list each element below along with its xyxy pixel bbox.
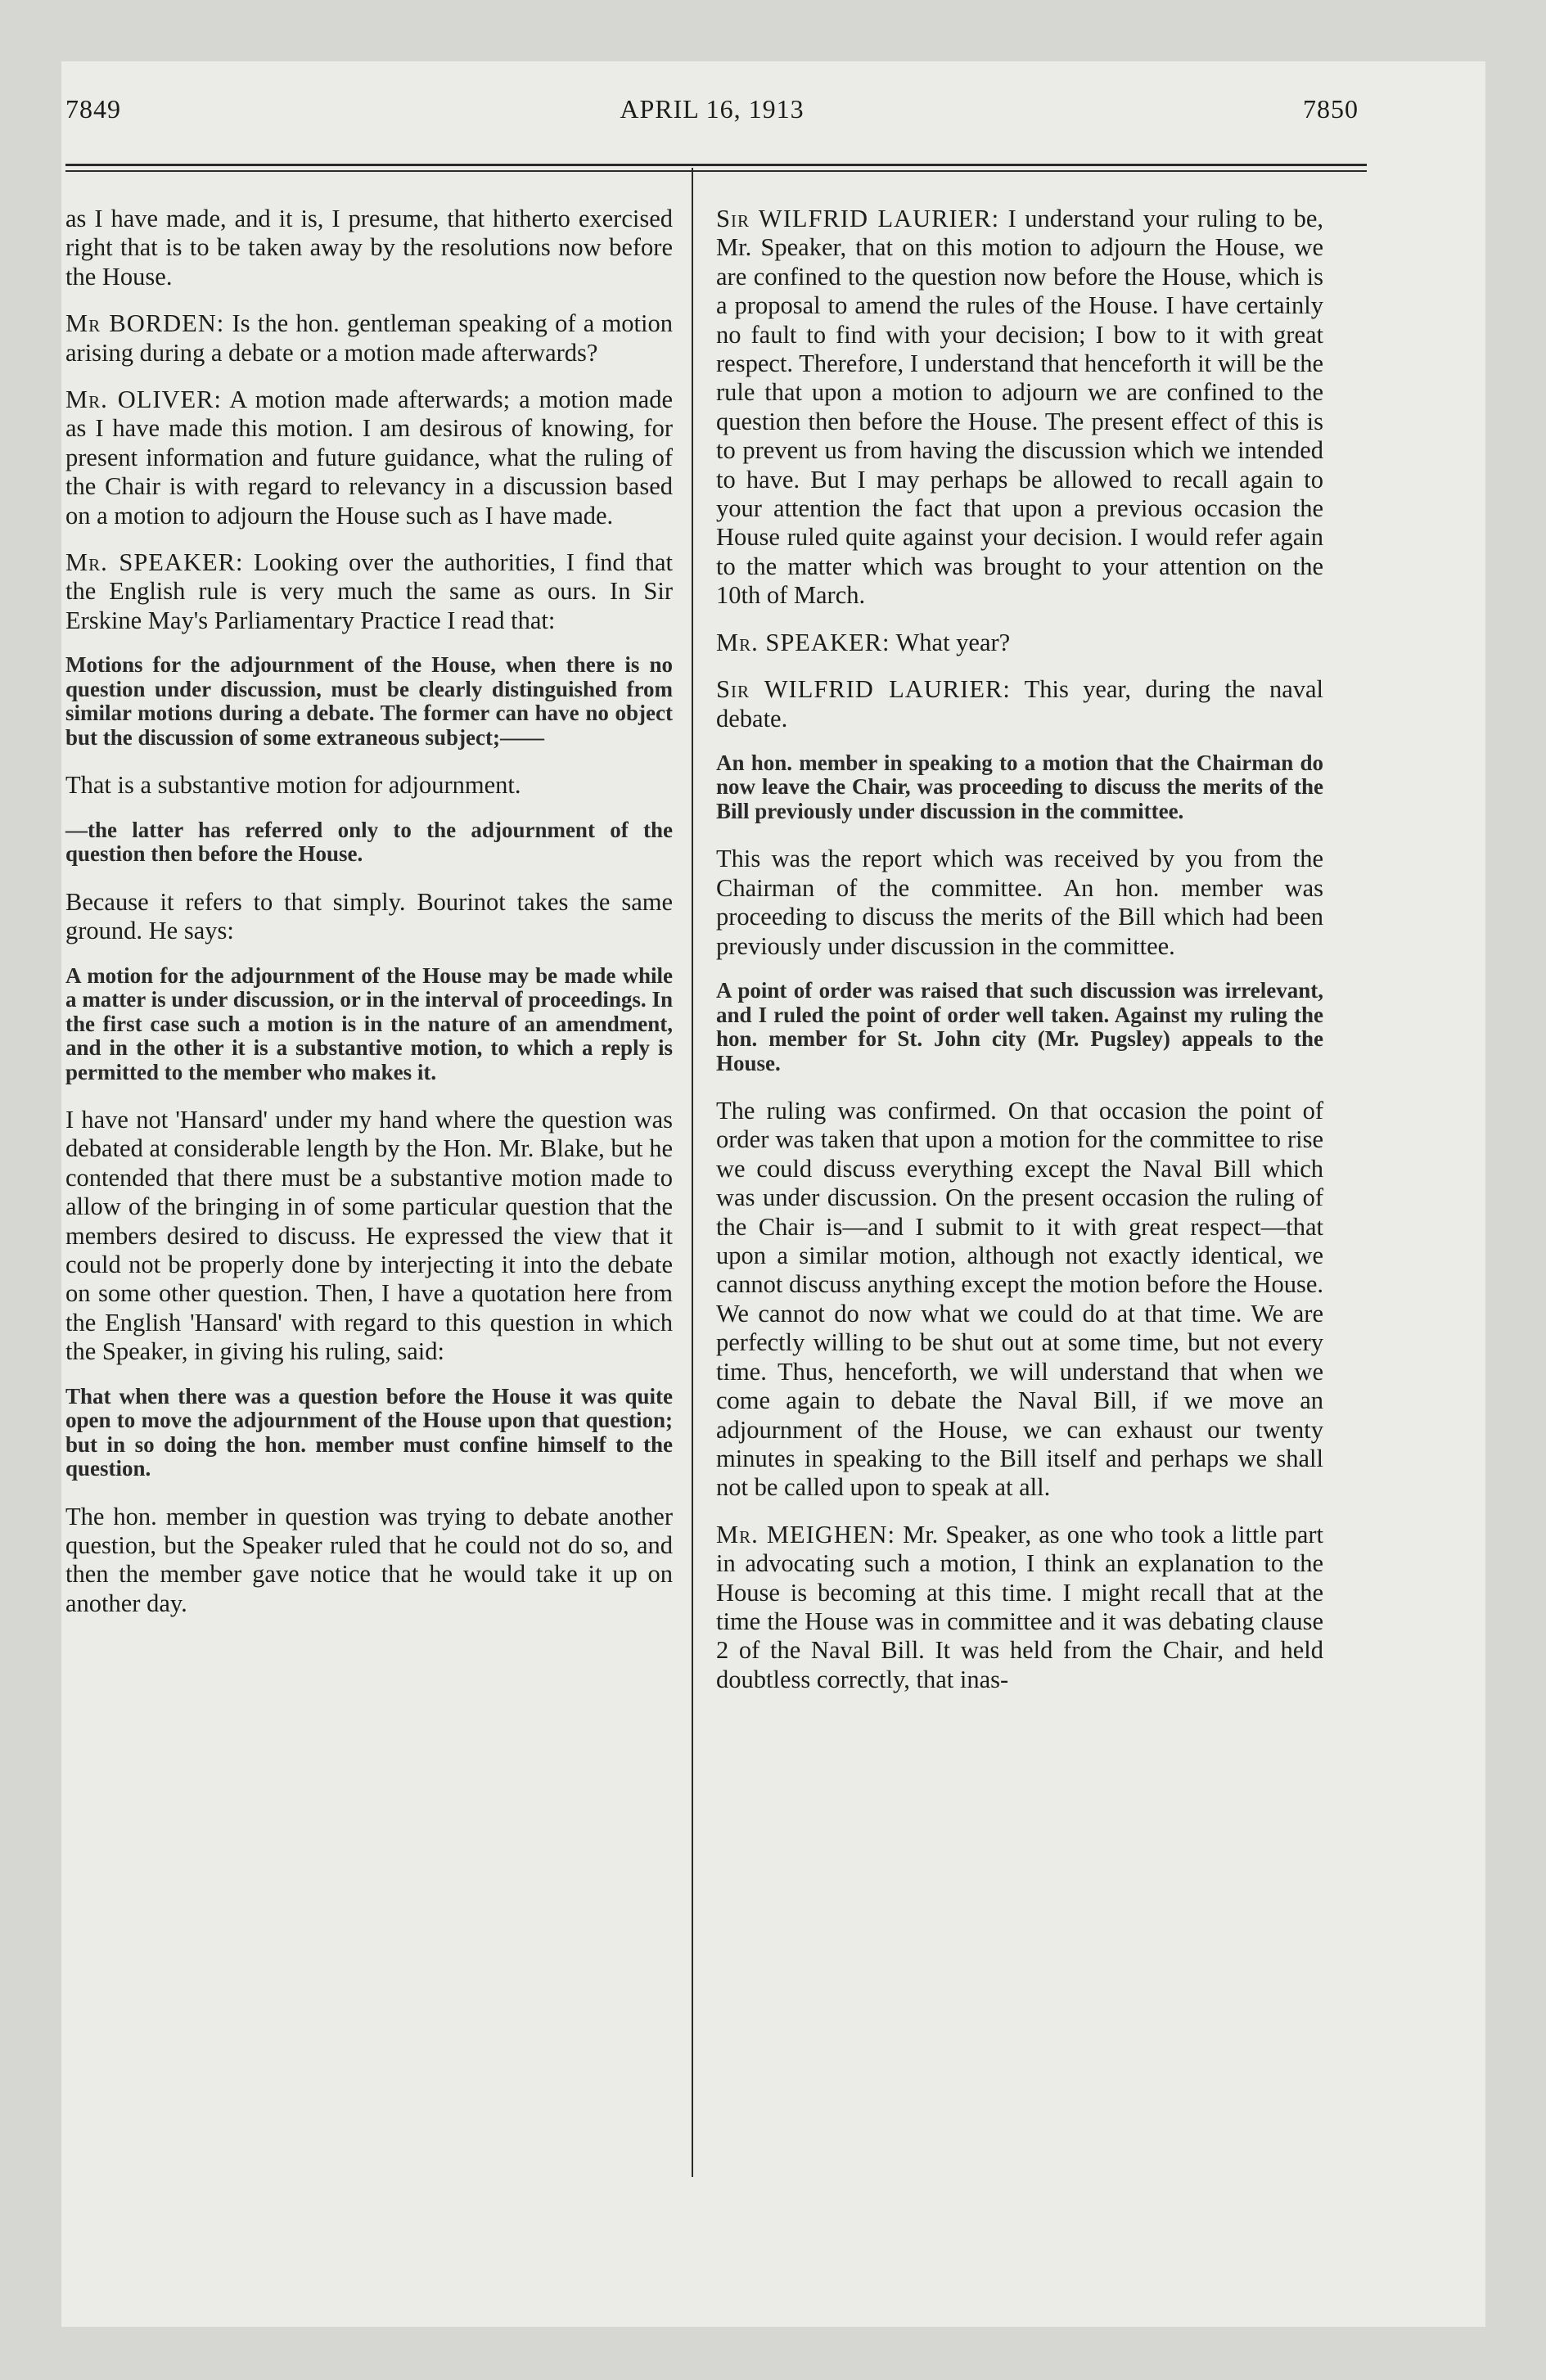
paragraph-text: Looking over the authorities, I find that the English rule is very much the same as ours. In Sir Erskine May's Parliamentary Practice I read that: [65, 548, 673, 634]
paragraph-text: The ruling was confirmed. On that occasion the point of order was taken that upon a motion for the committee to rise we could discuss everything except the Naval Bill which was under discussion. On the present occasion the ruling of the Chair is—and I submit to it with great respect—that upon a similar motion, although not exactly identical, we cannot discuss anything except the motion before the House. We cannot do now what we could do at that time. We are perfectly willing to be shut out at some time, but not every time. Thus, henceforth, we will understand that when we come again to debate the Naval Bill, if we move an adjournment of the House, we can exhaust our twenty minutes in speaking to the Bill itself and perhaps we shall not be called upon to speak at all. [716, 1097, 1323, 1502]
paragraph-text: Because it refers to that simply. Bourinot takes the same ground. He says: [65, 887, 673, 945]
quoted-passage [65, 964, 673, 1085]
debate-paragraph [65, 548, 673, 635]
debate-paragraph [716, 1521, 1323, 1694]
speaker-name: Sir WILFRID LAURIER: [716, 205, 1000, 232]
debate-paragraph [65, 888, 673, 946]
paragraph-text: What year? [890, 628, 1011, 656]
paragraph-text: I understand your ruling to be, Mr. Speaker, that on this motion to adjourn the House, we are confined to the question now before the House, which is a proposal to amend the rules of the House. I have certainly no fault to find with your decision; I bow to it with great respect. Therefore, I understand that henceforth it will be the rule that upon a motion to adjourn we are confined to the question then before the House. The present effect of this is to prevent us from having the discussion which we intended to have. But I may perhaps be allowed to recall again to your attention the fact that upon a previous occasion the House ruled quite against your decision. I would refer again to the matter which was brought to your attention on the 10th of March. [716, 205, 1323, 610]
quoted-passage [716, 751, 1323, 824]
debate-paragraph [65, 385, 673, 530]
page-number-right: 7850 [1303, 94, 1359, 124]
paragraph-text: A motion for the adjournment of the House may be made while a matter is under discussion, or in the interval of proceedings. In the first case such a motion is in the nature of an amendment, and in the other it is a substantive motion, to which a reply is permitted to the member who makes it. [65, 962, 673, 1084]
debate-paragraph [65, 205, 673, 291]
paragraph-text: A motion made afterwards; a motion made as I have made this motion. I am desirous of knowing, for present information and future guidance, what the ruling of the Chair is with regard to relevancy in a discussion based on a motion to adjourn the House such as I have made. [65, 385, 673, 530]
debate-paragraph [716, 205, 1323, 611]
right-column [716, 205, 1323, 1712]
page-header [65, 94, 1359, 143]
speaker-name: Sir WILFRID LAURIER: [716, 675, 1011, 704]
paragraph-text: This year, during the naval debate. [716, 675, 1324, 732]
speaker-name: Mr. SPEAKER: [65, 548, 244, 577]
page-date-title: APRIL 16, 1913 [620, 94, 805, 124]
debate-paragraph [716, 845, 1323, 961]
quoted-passage [65, 1385, 673, 1481]
speaker-name: Mr. MEIGHEN: [716, 1520, 895, 1548]
quoted-passage [65, 653, 673, 750]
paragraph-text: Mr. Speaker, as one who took a little part in advocating such a motion, I think an explanation to the House is becoming at this time. I might recall that at the time the House was in committee and it was debating clause 2 of the Naval Bill. It was held from the Chair, and held doubtless correctly, that inas- [716, 1520, 1323, 1693]
quoted-passage [65, 818, 673, 867]
header-rule [65, 164, 1367, 172]
debate-paragraph [65, 771, 673, 800]
debate-paragraph [716, 675, 1323, 733]
debate-paragraph [65, 309, 673, 367]
paragraph-text: This was the report which was received by you from the Chairman of the committee. An hon. member was proceeding to discuss the merits of the Bill which had been previously under discussion in the committee. [716, 845, 1323, 960]
paragraph-text: The hon. member in question was trying to debate another question, but the Speaker ruled that he could not do so, and then the member gave notice that he would take it up on another day. [65, 1502, 673, 1617]
debate-paragraph [65, 1503, 673, 1619]
quoted-passage [716, 979, 1323, 1075]
page-number-left: 7849 [65, 94, 121, 124]
debate-paragraph [65, 1106, 673, 1367]
paragraph-text: Motions for the adjournment of the House, when there is no question under discussion, must be clearly distinguished from similar motions during a debate. The former can have no object but the discussion of some extraneous subject;—— [65, 652, 673, 750]
debate-paragraph [716, 629, 1323, 657]
speaker-name: Mr BORDEN: [65, 309, 225, 338]
speaker-name: Mr. OLIVER: [65, 385, 222, 414]
paragraph-text: —the latter has referred only to the adjournment of the question then before the House. [65, 817, 673, 867]
column-divider [692, 168, 693, 2177]
debate-paragraph [716, 1097, 1323, 1503]
left-column [65, 205, 673, 1636]
paragraph-text: That when there was a question before the House it was quite open to move the adjournment of the House upon that question; but in so doing the hon. member must confine himself to the question. [65, 1383, 673, 1481]
speaker-name: Mr. SPEAKER: [716, 628, 890, 656]
paragraph-text: as I have made, and it is, I presume, that hitherto exercised right that is to be taken away by the resolutions now before the House. [65, 205, 673, 291]
paragraph-text: Is the hon. gentleman speaking of a motion arising during a debate or a motion made afterwards? [65, 309, 673, 367]
paragraph-text: I have not 'Hansard' under my hand where the question was debated at considerable length by the Hon. Mr. Blake, but he contended that there must be a substantive motion made to allow of the bringing in of some particular question that the members desired to discuss. He expressed the view that it could not be properly done by interjecting it into the debate on some other question. Then, I have a quotation here from the English 'Hansard' with regard to this question in which the Speaker, in giving his ruling, said: [65, 1106, 673, 1366]
paragraph-text: That is a substantive motion for adjournment. [65, 771, 521, 800]
paragraph-text: A point of order was raised that such discussion was irrelevant, and I ruled the point of order well taken. Against my ruling the hon. member for St. John city (Mr. Pugsley) appeals to the House. [716, 978, 1323, 1075]
paragraph-text: An hon. member in speaking to a motion that the Chairman do now leave the Chair, was proceeding to discuss the merits of the Bill previously under discussion in the committee. [716, 750, 1323, 823]
